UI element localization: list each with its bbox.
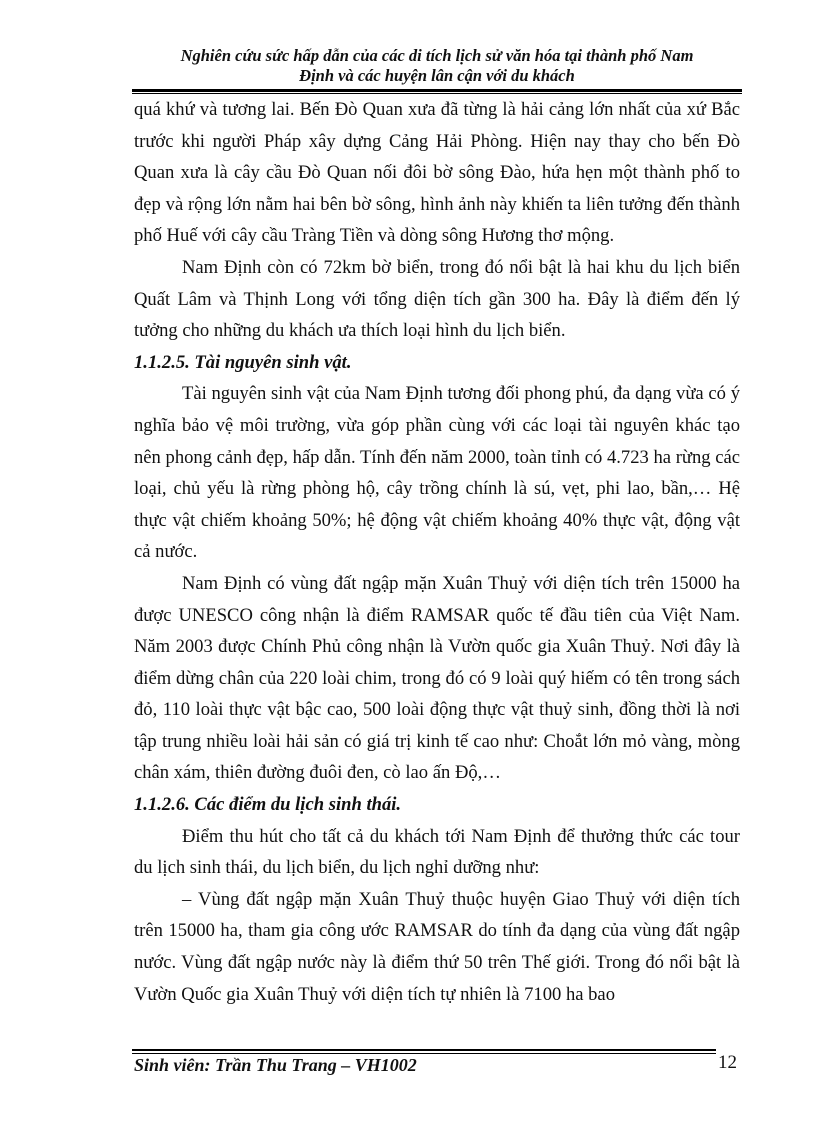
paragraph-5: Điểm thu hút cho tất cả du khách tới Nam Định để thưởng thức các tour du lịch sinh thái, du lịch biển, du lịch nghỉ dưỡng như:	[134, 825, 740, 879]
page-header	[132, 46, 742, 86]
section-heading-1-1-2-5: 1.1.2.5. Tài nguyên sinh vật.	[134, 351, 352, 373]
paragraph-4: Nam Định có vùng đất ngập mặn Xuân Thuỷ với diện tích trên 15000 ha được UNESCO công nhận là điểm RAMSAR quốc tế đầu tiên của Việt Nam. Năm 2003 được Chính Phủ công nhận là Vườn quốc gia Xuân Thuỷ. Nơi đây là điểm dừng chân của 220 loài chim, trong đó có 9 loài quý hiếm có tên trong sách đỏ, 110 loài thực vật bậc cao, 500 loài động thực vật thuỷ sinh, đồng thời là nơi tập trung nhiều loài hải sản có giá trị kinh tế cao như: Choắt lớn mỏ vàng, mòng chân xám, thiên đường đuôi đen, cò lao ấn Độ,…	[134, 572, 740, 784]
footer-divider-thin	[132, 1053, 716, 1054]
section-heading-1-1-2-6: 1.1.2.6. Các điểm du lịch sinh thái.	[134, 794, 402, 816]
document-body	[134, 94, 740, 1010]
paragraph-1: quá khứ và tương lai. Bến Đò Quan xưa đã từng là hải cảng lớn nhất của xứ Bắc trước khi người Pháp xây dựng Cảng Hải Phòng. Hiện nay thay cho bến Đò Quan xưa là cây cầu Đò Quan nối đôi bờ sông Đào, hứa hẹn một thành phố to đẹp và rộng lớn nằm hai bên bờ sông, hình ảnh này khiến ta liên tưởng đến thành phố Huế với cây cầu Tràng Tiền và dòng sông Hương thơ mộng.	[134, 99, 740, 247]
header-divider	[132, 89, 742, 92]
header-title-line-2: Định và các huyện lân cận với du khách	[299, 66, 575, 85]
footer-student-name: Sinh viên: Trần Thu Trang – VH1002	[134, 1055, 417, 1075]
footer-divider	[132, 1049, 716, 1051]
page-number: 12	[718, 1052, 737, 1073]
paragraph-3: Tài nguyên sinh vật của Nam Định tương đối phong phú, đa dạng vừa có ý nghĩa bảo vệ môi trường, vừa góp phần cùng với các loại tài nguyên khác tạo nên phong cảnh đẹp, hấp dẫn. Tính đến năm 2000, toàn tỉnh có 4.723 ha rừng các loại, chủ yếu là rừng phòng hộ, cây trồng chính là sú, vẹt, phi lao, bần,… Hệ thực vật chiếm khoảng 50%; hệ động vật chiếm khoảng 40% thực vật, động vật cả nước.	[134, 383, 740, 563]
header-title-line-1: Nghiên cứu sức hấp dẫn của các di tích lịch sử văn hóa tại thành phố Nam	[180, 46, 694, 65]
paragraph-2: Nam Định còn có 72km bờ biển, trong đó nổi bật là hai khu du lịch biển Quất Lâm và Thịnh Long với tổng diện tích gần 300 ha. Đây là điểm đến lý tưởng cho những du khách ưa thích loại hình du lịch biển.	[134, 256, 740, 342]
paragraph-6: – Vùng đất ngập mặn Xuân Thuỷ thuộc huyện Giao Thuỷ với diện tích trên 15000 ha, tham gia công ước RAMSAR do tính đa dạng của vùng đất ngập nước. Vùng đất ngập nước này là điểm thứ 50 trên Thế giới. Trong đó nổi bật là Vườn Quốc gia Xuân Thuỷ với diện tích tự nhiên là 7100 ha bao	[134, 888, 740, 1005]
